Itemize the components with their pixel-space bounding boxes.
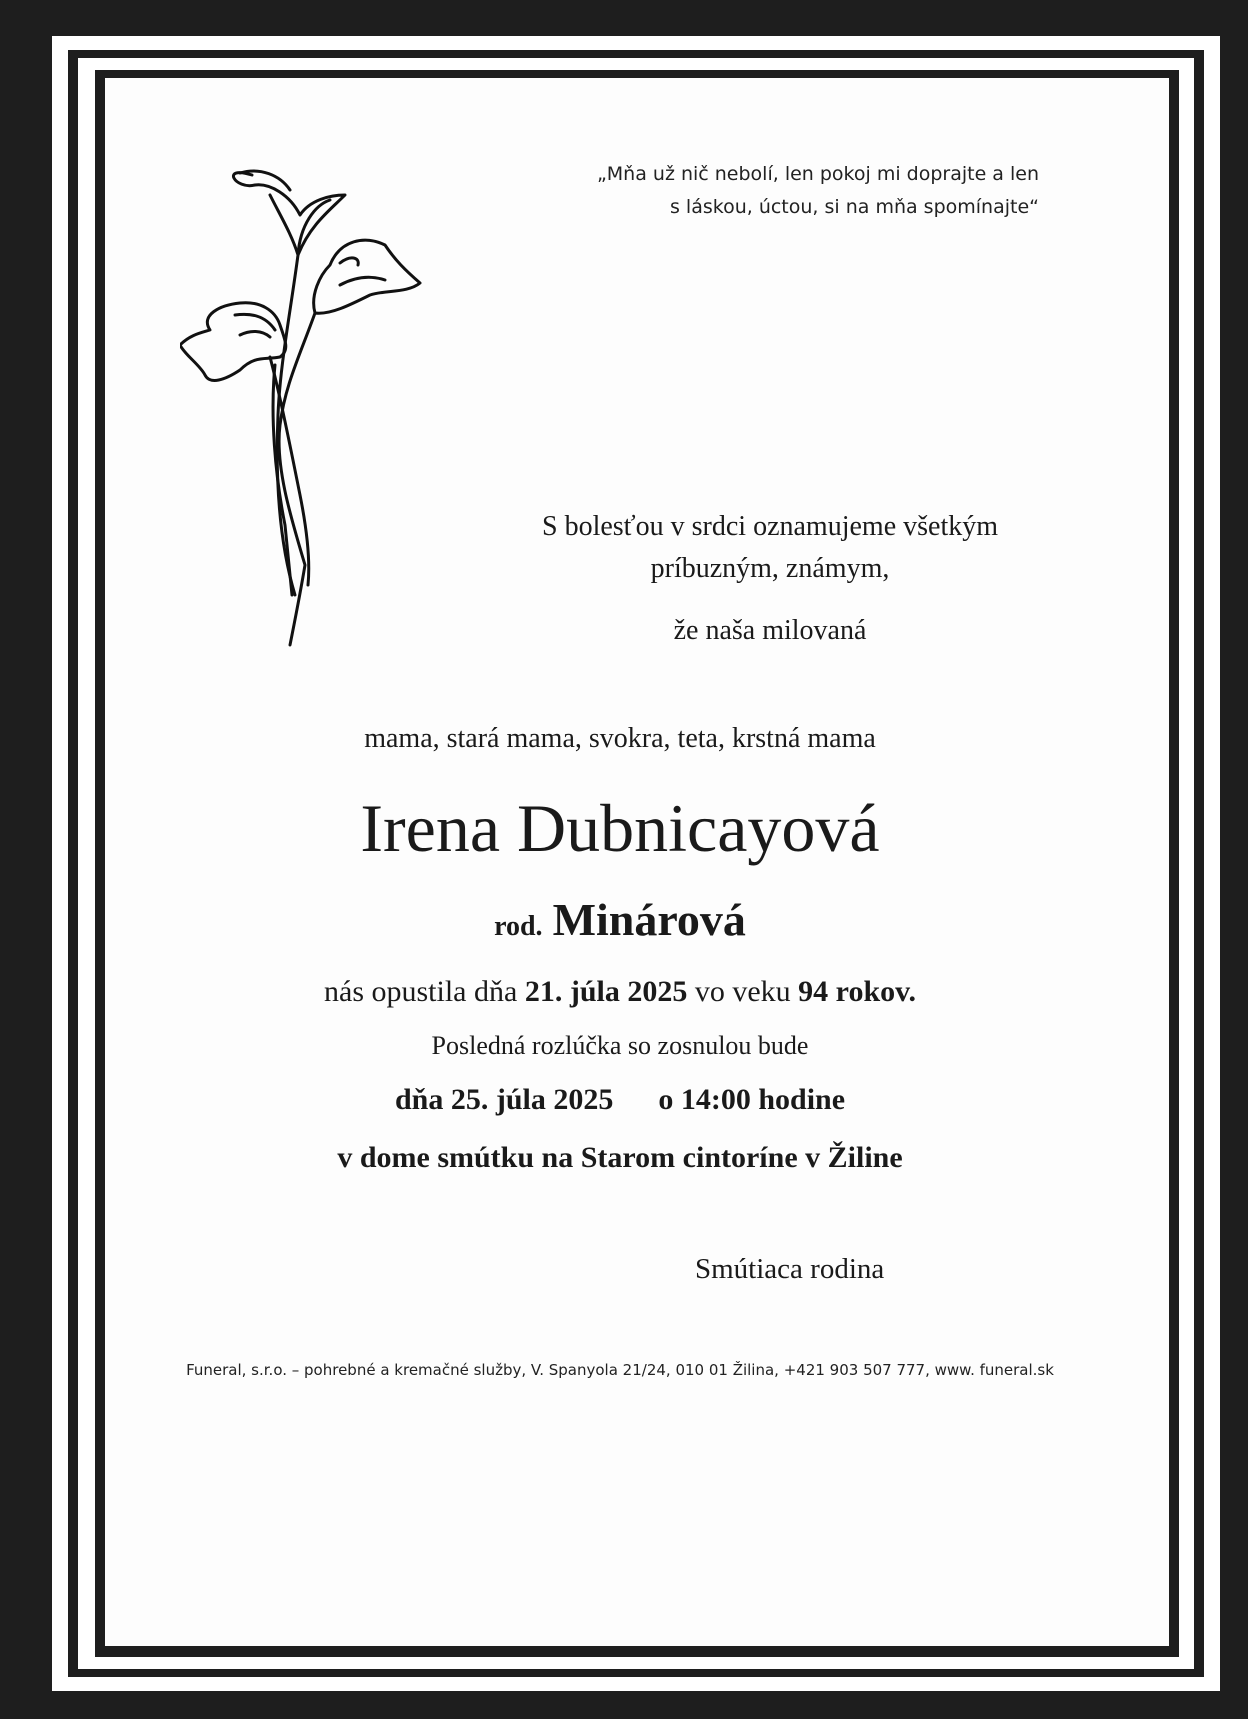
intro-line-1: S bolesťou v srdci oznamujeme všetkým [542,511,998,542]
intro-line-2: príbuzným, známym, [650,553,890,584]
family-relations: mama, stará mama, svokra, teta, krstná mama [364,723,876,754]
farewell-time: o 14:00 hodine [658,1083,846,1116]
farewell-datetime [270,1078,970,1122]
quote-line-2: s láskou, úctou, si na mňa spomínajte“ [669,196,1039,218]
died-text-2: vo veku [694,975,791,1008]
maiden-prefix: rod. [494,911,543,942]
farewell-text: Posledná rozlúčka so zosnulou bude [431,1031,809,1060]
deceased-name: Irena Dubnicayová [360,790,880,866]
death-date: 21. júla 2025 [524,975,688,1008]
intro-line-3: že naša milovaná [673,615,867,646]
maiden-name-line [270,890,970,961]
death-info [270,970,970,1014]
announcement-intro [420,506,1120,590]
farewell-date: dňa 25. júla 2025 [394,1083,614,1116]
quote-line-1: „Mňa už nič nebolí, len pokoj mi doprajte a len [596,163,1039,185]
funeral-service-footer: Funeral, s.r.o. – pohrebné a kremačné služby, V. Spanyola 21/24, 010 01 Žilina, +421 903 507 777, www. funeral.sk [186,1361,1054,1379]
maiden-name: Minárová [552,894,746,945]
memorial-quote [597,158,1039,224]
died-text-1: nás opustila dňa [324,975,518,1008]
farewell-place: v dome smútku na Starom cintoríne v Žiline [337,1141,903,1174]
death-age: 94 rokov. [798,975,916,1008]
signature: Smútiaca rodina [695,1253,885,1285]
